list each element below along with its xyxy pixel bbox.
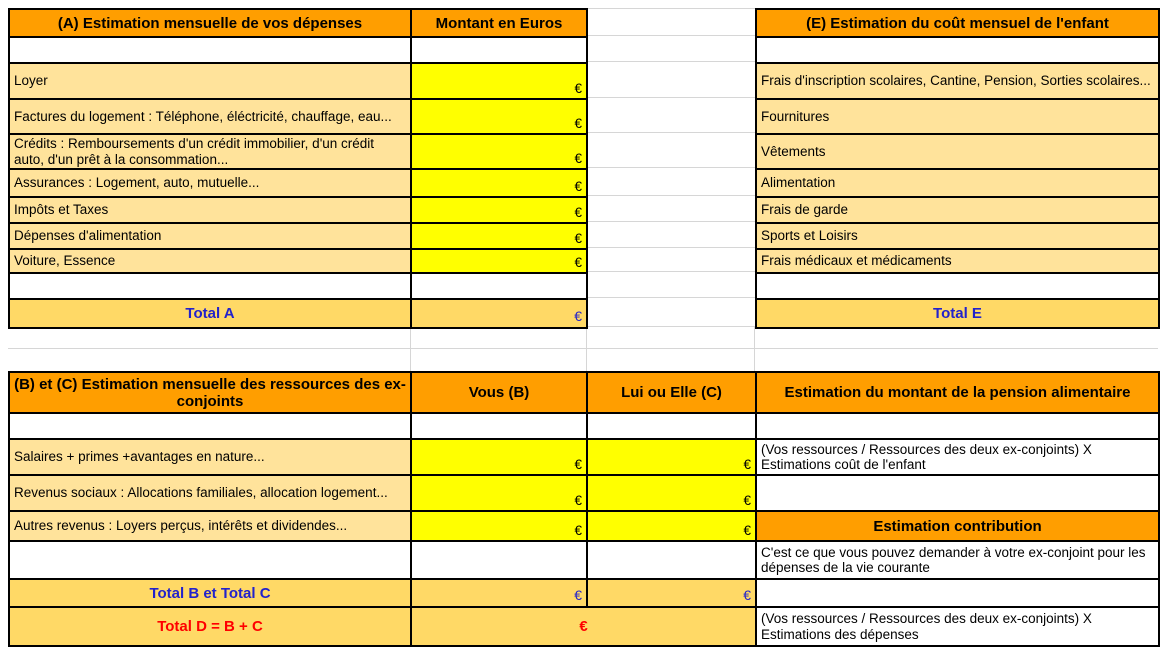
expense-row-label-alimentation: Dépenses d'alimentation <box>10 224 412 250</box>
total-bc-label: Total B et Total C <box>10 580 412 608</box>
gridline <box>586 195 755 196</box>
empty-cell <box>757 414 1160 440</box>
child-cost-row-alimentation: Alimentation <box>757 170 1160 198</box>
expense-amount-input-factures[interactable]: € <box>412 100 588 135</box>
empty-cell <box>412 274 588 300</box>
child-cost-table <box>755 8 1160 329</box>
gridline <box>586 247 755 248</box>
resources-row-label-autres-revenus: Autres revenus : Loyers perçus, intérêts et dividendes... <box>10 512 412 542</box>
resources-table <box>8 371 757 647</box>
revenus-sociaux-lui-input[interactable]: € <box>588 476 757 512</box>
salaires-vous-input[interactable]: € <box>412 440 588 476</box>
total-b-value: € <box>412 580 588 608</box>
pension-formula-expenses-note: (Vos ressources / Ressources des deux ex-conjoints) X Estimations des dépenses <box>757 608 1160 647</box>
expense-row-label-voiture: Voiture, Essence <box>10 250 412 274</box>
gridline <box>586 327 587 371</box>
gridline <box>8 348 1158 349</box>
empty-cell <box>412 542 588 580</box>
child-cost-row-frais-medicaux: Frais médicaux et médicaments <box>757 250 1160 274</box>
resources-table-title: (B) et (C) Estimation mensuelle des ressources des ex-conjoints <box>10 373 412 414</box>
contribution-note: C'est ce que vous pouvez demander à votre ex-conjoint pour les dépenses de la vie courante <box>757 542 1160 580</box>
empty-cell <box>757 274 1160 300</box>
expenses-table-title: (A) Estimation mensuelle de vos dépenses <box>10 10 412 38</box>
expense-row-label-factures: Factures du logement : Téléphone, éléctricité, chauffage, eau... <box>10 100 412 135</box>
expense-amount-input-credits[interactable]: € <box>412 135 588 170</box>
revenus-sociaux-vous-input[interactable]: € <box>412 476 588 512</box>
empty-cell <box>588 542 757 580</box>
gridline <box>586 97 755 98</box>
total-c-value: € <box>588 580 757 608</box>
empty-cell <box>588 414 757 440</box>
child-cost-table-title: (E) Estimation du coût mensuel de l'enfant <box>757 10 1160 38</box>
empty-cell <box>412 38 588 64</box>
empty-cell <box>10 38 412 64</box>
child-cost-row-fournitures: Fournitures <box>757 100 1160 135</box>
empty-cell <box>757 38 1160 64</box>
resources-row-label-salaires: Salaires + primes +avantages en nature... <box>10 440 412 476</box>
child-cost-row-sports: Sports et Loisirs <box>757 224 1160 250</box>
gridline <box>754 327 755 371</box>
gridline <box>586 132 755 133</box>
autres-revenus-vous-input[interactable]: € <box>412 512 588 542</box>
pension-table <box>755 371 1160 647</box>
gridline <box>586 167 755 168</box>
child-cost-row-frais-garde: Frais de garde <box>757 198 1160 224</box>
gridline <box>586 326 755 327</box>
pension-formula-child-note: (Vos ressources / Ressources des deux ex-conjoints) X Estimations coût de l'enfant <box>757 440 1160 476</box>
expense-amount-input-loyer[interactable]: € <box>412 64 588 100</box>
gridline <box>586 61 755 62</box>
empty-cell <box>10 542 412 580</box>
gridline <box>586 8 755 9</box>
vous-column-header: Vous (B) <box>412 373 588 414</box>
child-cost-row-frais-inscription: Frais d'inscription scolaires, Cantine, Pension, Sorties scolaires... <box>757 64 1160 100</box>
lui-ou-elle-column-header: Lui ou Elle (C) <box>588 373 757 414</box>
empty-cell <box>10 274 412 300</box>
gridline <box>586 35 755 36</box>
total-d-value: € <box>412 608 757 647</box>
pension-table-title: Estimation du montant de la pension alimentaire <box>757 373 1160 414</box>
expense-row-label-assurances: Assurances : Logement, auto, mutuelle... <box>10 170 412 198</box>
total-d-label: Total D = B + C <box>10 608 412 647</box>
expense-row-label-loyer: Loyer <box>10 64 412 100</box>
total-a-label: Total A <box>10 300 412 329</box>
expense-amount-input-assurances[interactable]: € <box>412 170 588 198</box>
autres-revenus-lui-input[interactable]: € <box>588 512 757 542</box>
expense-row-label-credits: Crédits : Remboursements d'un crédit immobilier, d'un crédit auto, d'un prêt à la consommation... <box>10 135 412 170</box>
total-e-label: Total E <box>757 300 1160 329</box>
empty-cell <box>412 414 588 440</box>
salaires-lui-input[interactable]: € <box>588 440 757 476</box>
empty-cell <box>757 580 1160 608</box>
contribution-header: Estimation contribution <box>757 512 1160 542</box>
gridline <box>586 297 755 298</box>
empty-cell <box>10 414 412 440</box>
gridline <box>586 221 755 222</box>
expenses-table <box>8 8 588 329</box>
empty-cell <box>757 476 1160 512</box>
amount-column-header: Montant en Euros <box>412 10 588 38</box>
resources-row-label-revenus-sociaux: Revenus sociaux : Allocations familiales, allocation logement... <box>10 476 412 512</box>
total-a-value: € <box>412 300 588 329</box>
child-cost-row-vetements: Vêtements <box>757 135 1160 170</box>
expense-amount-input-voiture[interactable]: € <box>412 250 588 274</box>
gridline <box>410 327 411 371</box>
expense-row-label-impots: Impôts et Taxes <box>10 198 412 224</box>
gridline <box>586 271 755 272</box>
expense-amount-input-impots[interactable]: € <box>412 198 588 224</box>
expense-amount-input-alimentation[interactable]: € <box>412 224 588 250</box>
